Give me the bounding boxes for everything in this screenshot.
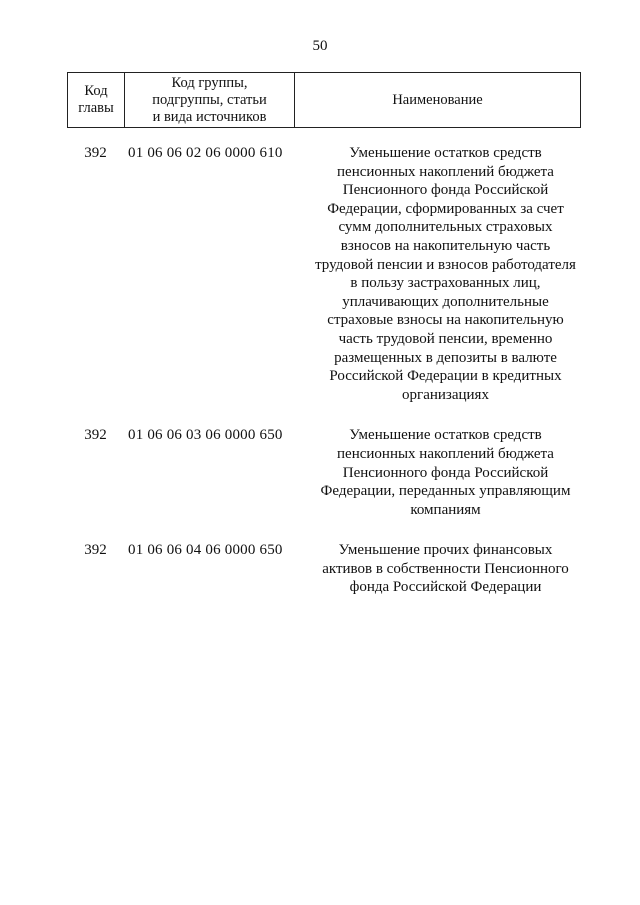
header-name: Наименование	[392, 91, 483, 108]
name-cell: Уменьшение остатков средств пенсионных накоплений бюджета Пенсионного фонда Российской Федерации, переданных управляющим компаниям	[320, 427, 571, 518]
header-chapter-code: Код главы	[68, 73, 125, 127]
table-row	[67, 144, 587, 404]
chapter-code-cell: 392	[84, 145, 107, 161]
header-group-code: Код группы, подгруппы, статьи и вида источников	[125, 73, 295, 127]
table-body	[67, 144, 587, 619]
group-code-cell: 01 06 06 03 06 0000 650	[128, 427, 283, 444]
name-cell: Уменьшение прочих финансовых активов в собственности Пенсионного фонда Российской Федерации	[322, 542, 569, 596]
group-code-cell: 01 06 06 02 06 0000 610	[128, 145, 283, 161]
table-row	[67, 426, 587, 519]
group-code-cell: 01 06 06 04 06 0000 650	[128, 542, 283, 559]
chapter-code-cell: 392	[84, 542, 107, 559]
page-number: 50	[312, 38, 328, 54]
table-row	[67, 541, 587, 597]
chapter-code-cell: 392	[84, 427, 107, 444]
table-header	[67, 72, 581, 128]
name-cell: Уменьшение остатков средств пенсионных накоплений бюджета Пенсионного фонда Российской Федерации, сформированных за счет сумм дополнительных страховых взносов на накопительную часть трудовой пенсии и взносов работодателя в пользу застрахованных лиц, уплачивающих дополнительные страховые взносы на накопительную часть трудовой пенсии, временно размещенных в депозиты в валюте Российской Федерации в кредитных организациях	[315, 145, 576, 403]
